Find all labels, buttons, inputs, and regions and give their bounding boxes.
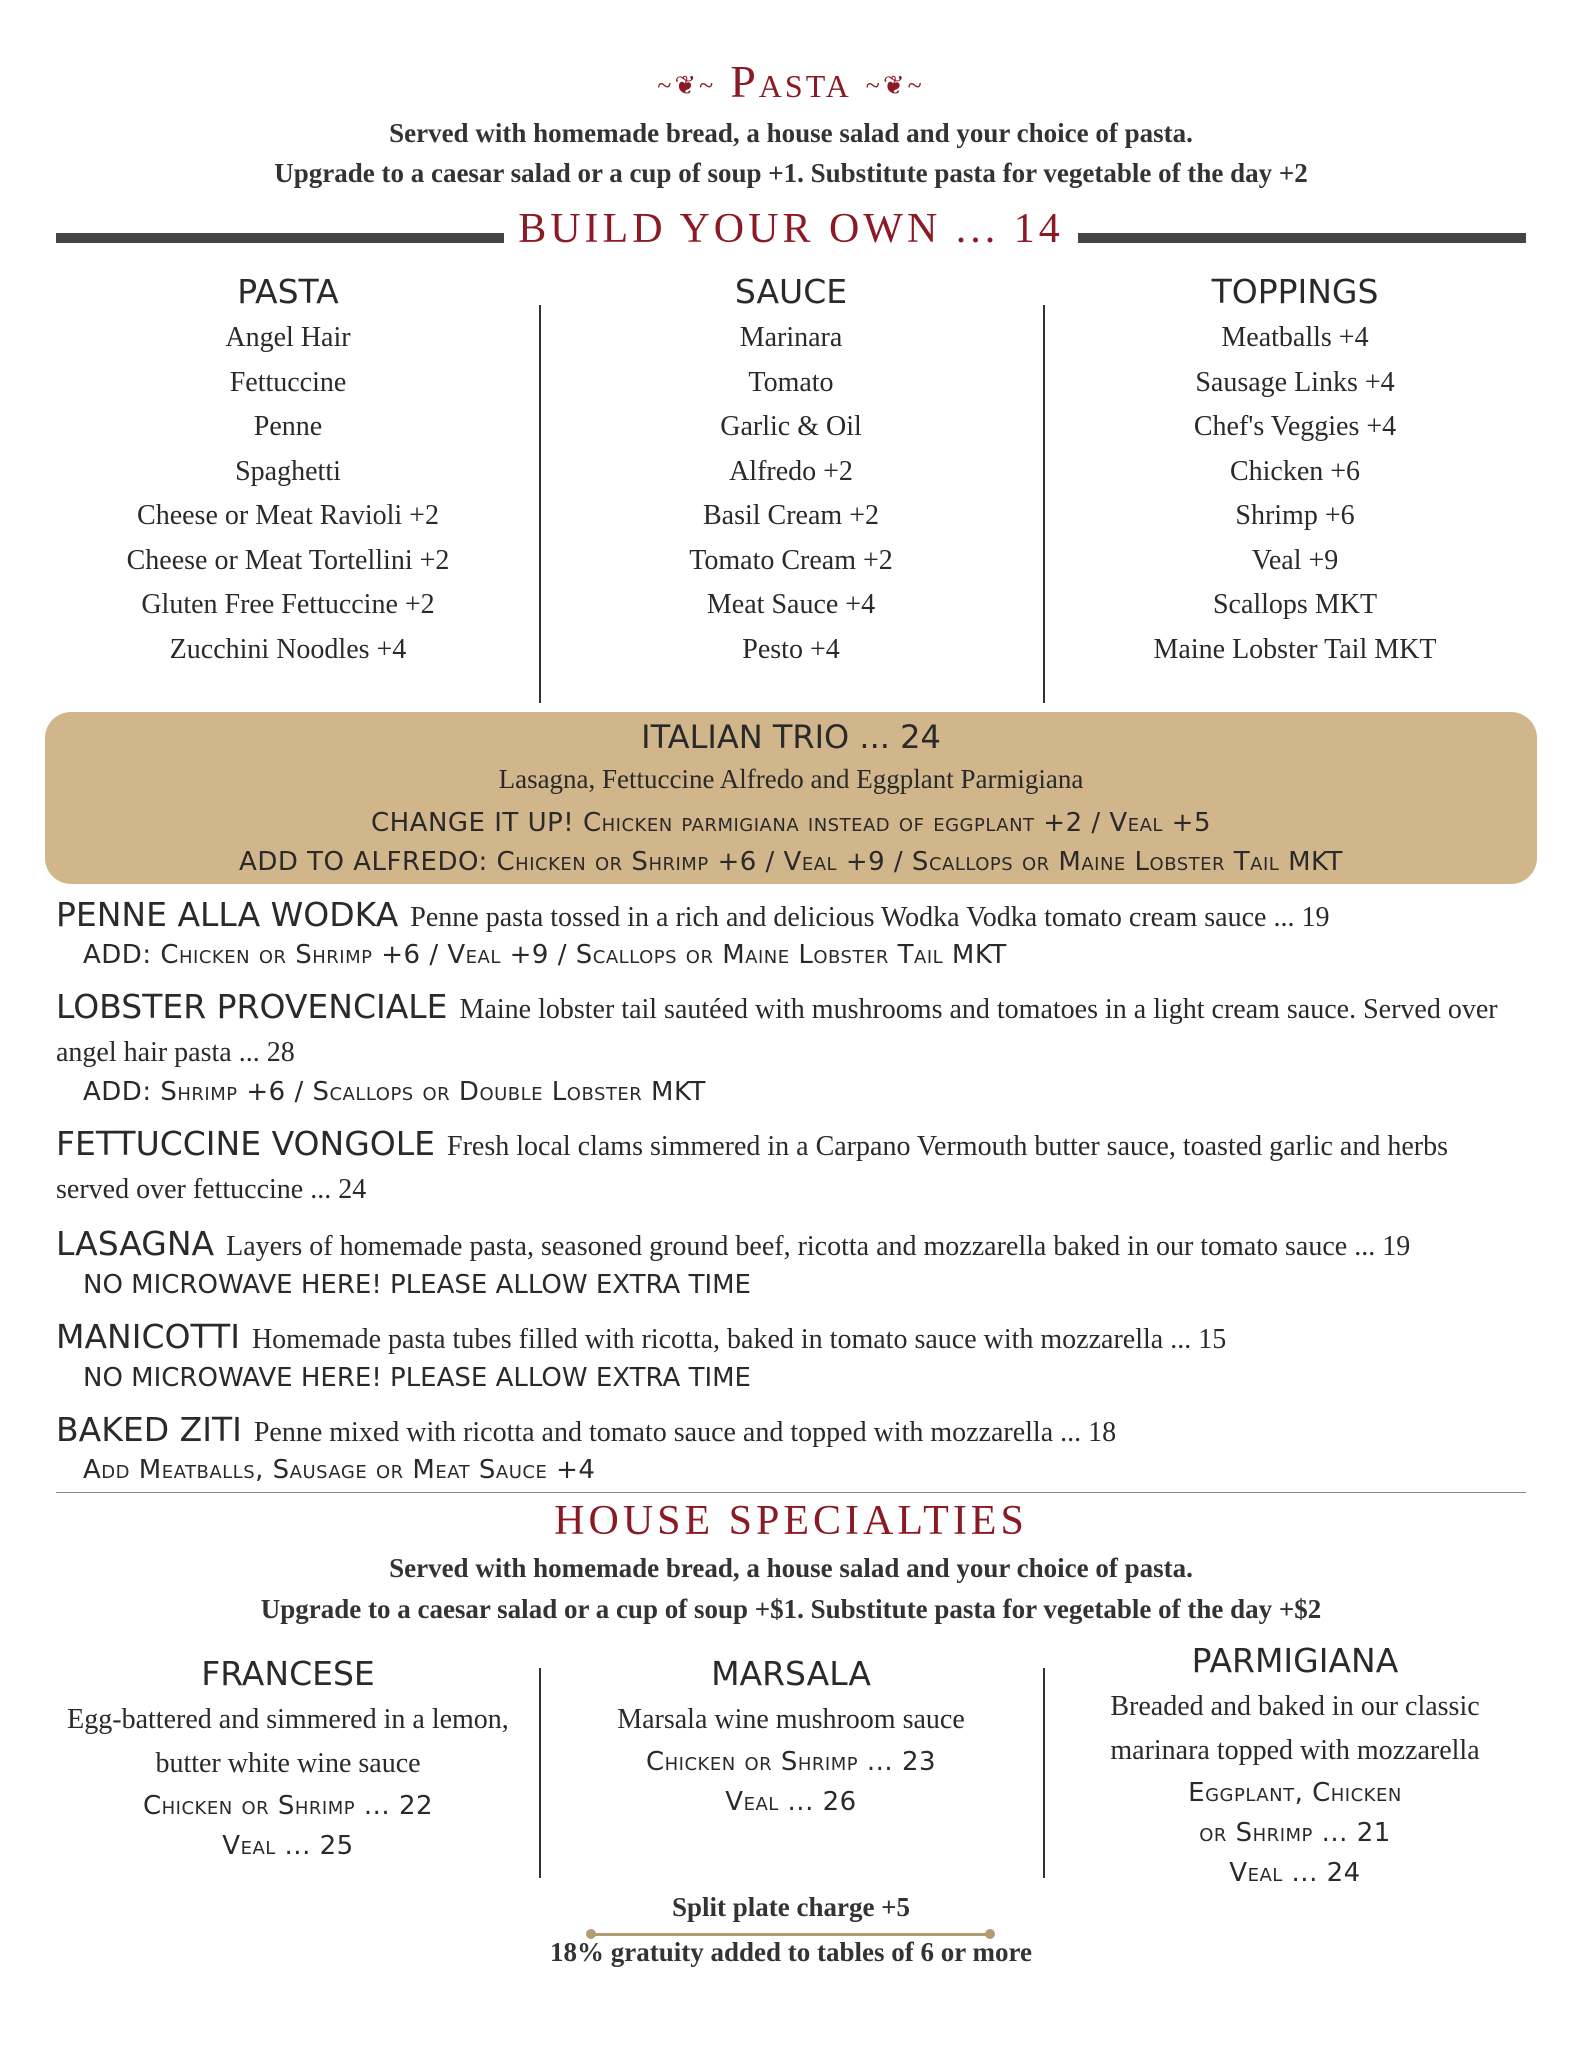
specialty-heading: FRANCESE bbox=[201, 1654, 375, 1693]
sauce-option: Marinara bbox=[739, 322, 843, 353]
footer-divider bbox=[590, 1933, 990, 1936]
dish-name: BAKED ZITI bbox=[56, 1410, 242, 1449]
sauce-column-heading: SAUCE bbox=[734, 272, 848, 311]
specialty-price: Chicken or Shrimp ... 22 bbox=[142, 1791, 434, 1821]
sauce-option: Meat Sauce +4 bbox=[706, 589, 876, 620]
toppings-column-heading: TOPPINGS bbox=[1211, 272, 1379, 311]
dish-description: Fresh local clams simmered in a Carpano Vermouth butter sauce, toasted garlic and herbs served over fettuccine ... 24 bbox=[56, 1131, 1448, 1205]
pasta-option: Angel Hair bbox=[225, 322, 351, 353]
specialty-description: Marsala wine mushroom sauce bbox=[617, 1704, 965, 1735]
pasta-option: Spaghetti bbox=[235, 455, 341, 487]
dish-addon: ADD: Chicken or Shrimp +6 / Veal +9 / Scallops or Maine Lobster Tail MKT bbox=[83, 940, 1007, 970]
topping-option: Chef's Veggies +4 bbox=[1193, 411, 1397, 442]
topping-option: Meatballs +4 bbox=[1221, 322, 1369, 353]
dish-penne-alla-wodka bbox=[56, 893, 1526, 939]
dish-fettuccine-vongole bbox=[56, 1122, 1526, 1211]
dish-manicotti bbox=[56, 1315, 1526, 1361]
topping-option: Maine Lobster Tail MKT bbox=[1153, 633, 1437, 665]
specialty-heading: MARSALA bbox=[711, 1654, 871, 1693]
topping-option: Scallops MKT bbox=[1212, 589, 1378, 620]
specialty-description: Breaded and baked in our classic bbox=[1110, 1691, 1480, 1722]
specialty-description: butter white wine sauce bbox=[155, 1748, 421, 1779]
sauce-option: Tomato bbox=[748, 366, 834, 398]
sauce-option: Basil Cream +2 bbox=[703, 500, 879, 531]
sauce-option: Garlic & Oil bbox=[720, 411, 862, 442]
flourish-left-icon: ~❦~ bbox=[657, 71, 717, 101]
dish-name: PENNE ALLA WODKA bbox=[56, 895, 399, 934]
dish-name: FETTUCCINE VONGOLE bbox=[56, 1124, 436, 1163]
topping-option: Shrimp +6 bbox=[1235, 500, 1355, 531]
dish-name: LOBSTER PROVENCIALE bbox=[56, 987, 448, 1026]
pasta-option: Penne bbox=[253, 411, 323, 442]
page-title bbox=[0, 55, 1582, 108]
dish-addon: Add Meatballs, Sausage or Meat Sauce +4 bbox=[83, 1455, 596, 1485]
house-specialties-intro-line-1: Served with homemade bread, a house salad and your choice of pasta. bbox=[389, 1553, 1193, 1583]
dish-description: Penne pasta tossed in a rich and delicious Wodka Vodka tomato cream sauce ... 19 bbox=[410, 902, 1330, 933]
dish-baked-ziti bbox=[56, 1408, 1526, 1454]
dish-lobster-provenciale bbox=[56, 985, 1526, 1074]
dish-lasagna bbox=[56, 1222, 1526, 1268]
toppings-column bbox=[1045, 268, 1545, 672]
specialty-price: Chicken or Shrimp ... 23 bbox=[645, 1747, 937, 1777]
topping-option: Chicken +6 bbox=[1229, 455, 1361, 487]
pasta-option: Cheese or Meat Tortellini +2 bbox=[126, 544, 450, 576]
pasta-option: Cheese or Meat Ravioli +2 bbox=[137, 500, 439, 531]
specialty-price: Eggplant, Chicken bbox=[1188, 1778, 1402, 1808]
flourish-right-icon: ~❦~ bbox=[865, 71, 925, 101]
sauce-option: Pesto +4 bbox=[742, 633, 840, 665]
house-specialties-intro-line-2: Upgrade to a caesar salad or a cup of soup +$1. Substitute pasta for vegetable of the day +$2 bbox=[260, 1594, 1322, 1624]
dish-description: Penne mixed with ricotta and tomato sauce and topped with mozzarella ... 18 bbox=[253, 1417, 1117, 1448]
dish-name: MANICOTTI bbox=[56, 1317, 240, 1356]
pasta-option: Fettuccine bbox=[229, 366, 347, 398]
italian-trio-description: Lasagna, Fettuccine Alfredo and Eggplant Parmigiana bbox=[498, 764, 1084, 794]
pasta-option: Zucchini Noodles +4 bbox=[169, 633, 407, 665]
italian-trio-change-it-up: CHANGE IT UP! Chicken parmigiana instead of eggplant +2 / Veal +5 bbox=[370, 808, 1212, 838]
specialty-francese bbox=[38, 1650, 538, 1866]
pasta-title-text: Pasta bbox=[730, 56, 852, 107]
build-your-own-title bbox=[0, 205, 1582, 253]
dish-description: Layers of homemade pasta, seasoned ground beef, ricotta and mozzarella baked in our tomato sauce ... 19 bbox=[226, 1231, 1411, 1262]
specialty-price: Veal ... 24 bbox=[1229, 1858, 1361, 1888]
pasta-option: Gluten Free Fettuccine +2 bbox=[141, 589, 435, 620]
pasta-intro-line-1: Served with homemade bread, a house salad and your choice of pasta. bbox=[389, 118, 1193, 148]
pasta-intro-line-2: Upgrade to a caesar salad or a cup of soup +1. Substitute pasta for vegetable of the day +2 bbox=[274, 158, 1308, 188]
specialty-marsala bbox=[541, 1650, 1041, 1822]
split-plate-charge: Split plate charge +5 bbox=[671, 1892, 911, 1922]
specialty-price: or Shrimp ... 21 bbox=[1199, 1818, 1391, 1848]
dish-description: Maine lobster tail sautéed with mushrooms and tomatoes in a light cream sauce. Served over angel hair pasta ... 28 bbox=[56, 994, 1498, 1068]
sauce-option: Alfredo +2 bbox=[729, 455, 853, 487]
house-specialties-title: HOUSE SPECIALTIES bbox=[554, 1498, 1028, 1544]
specialty-description: Egg-battered and simmered in a lemon, bbox=[67, 1704, 509, 1735]
dish-addon: ADD: Shrimp +6 / Scallops or Double Lobster MKT bbox=[83, 1077, 706, 1107]
sauce-option: Tomato Cream +2 bbox=[689, 544, 893, 576]
topping-option: Sausage Links +4 bbox=[1195, 366, 1395, 398]
dish-name: LASAGNA bbox=[56, 1224, 215, 1263]
specialty-description: marinara topped with mozzarella bbox=[1110, 1735, 1480, 1766]
italian-trio-add-to-alfredo: ADD TO ALFREDO: Chicken or Shrimp +6 / Veal +9 / Scallops or Maine Lobster Tail MKT bbox=[239, 847, 1343, 877]
sauce-column bbox=[541, 268, 1041, 672]
italian-trio-title: ITALIAN TRIO ... 24 bbox=[641, 718, 941, 756]
dish-description: Homemade pasta tubes filled with ricotta, baked in tomato sauce with mozzarella ... 15 bbox=[251, 1324, 1227, 1355]
dish-note: NO MICROWAVE HERE! PLEASE ALLOW EXTRA TIME bbox=[83, 1363, 751, 1393]
topping-option: Veal +9 bbox=[1251, 544, 1339, 576]
specialty-parmigiana bbox=[1045, 1637, 1545, 1893]
gratuity-note: 18% gratuity added to tables of 6 or more bbox=[550, 1937, 1032, 1967]
pasta-column-heading: PASTA bbox=[237, 272, 339, 311]
section-separator bbox=[56, 1492, 1526, 1493]
pasta-column bbox=[38, 268, 538, 672]
specialty-heading: PARMIGIANA bbox=[1191, 1641, 1399, 1680]
specialty-price: Veal ... 25 bbox=[222, 1831, 354, 1861]
dish-note: NO MICROWAVE HERE! PLEASE ALLOW EXTRA TIME bbox=[83, 1270, 751, 1300]
build-your-own-title-text: BUILD YOUR OWN ... 14 bbox=[504, 206, 1078, 252]
specialty-price: Veal ... 26 bbox=[725, 1787, 857, 1817]
